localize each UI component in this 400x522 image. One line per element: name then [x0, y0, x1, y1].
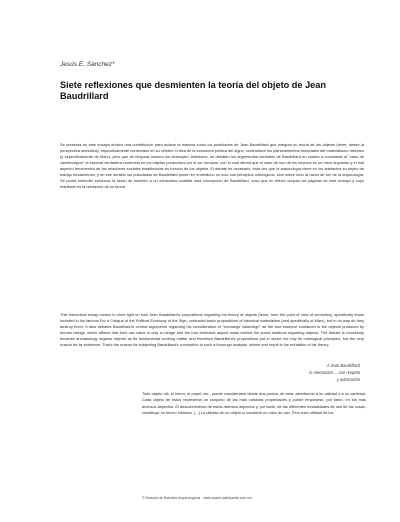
abstract-english: This theoretical essay means to shed light on how Jean Baudrillard's propositions regarding his theory of objects (tener, from the point of view of semiotics), specifically those included in his famous For a Critique of the Political Economy of the Sign, contradict basic propositions of historical materialism (and specifically of Marx), but in no way do they destroy them. It also debates Baudrillard's central arguments regarding his consideration of "exchange value/sign" as the true essence contained in the objects produced by human beings, which affirms that their use value is only a mirage and the true fetishistic aspect mask behind the social relations regarding objects. The debate is necessary because archaeology regards objects as its fundamental working matter and therefore Baudrillard's propositions put in doubt not only its ontological principles, but the very reason for its existence. That's the reason for subjecting Baudrillard's conception to such a thorough analysis, whose end result is the refutation of his theory. [60, 312, 364, 348]
article-title: Siete reflexiones que desmienten la teoría del objeto de Jean Baudrillard [60, 80, 327, 101]
dedication-line-3: y admiración [336, 377, 360, 382]
dedication-line-2: in memoriam ... con respeto [309, 370, 360, 375]
abstract-spanish: Se presenta en este ensayo teórico una contribución para aclarar la manera como los postulados de Jean Baudrillard que integran su teoría de los objetos (tener, desde la perspectiva semiótica), específicamente contenidos en su célebre Crítica de la economía política del signo, contradicen los planteamientos esenciales del materialismo histórico (y específicamente de Marx), pero que de ninguna manera los destruyen. Asimismo, se debaten los argumentos centrales de Baudrillard en cuanto a considerar al "valor de cambio/signo" la esencia verdadera contenida en los objetos producidos por el ser humano, con lo cual afirma que el valor de uso de los mismos es un mero supuesto y el mal aspecto fenoménico de las relaciones sociales establecidas en función de los objetos. El debate es necesario, toda vez que la arqueología viene en los artefactos su objeto de trabajo fundamental, y en ese sentido los postulados de Baudrillard ponen en entredicho no solo sus principios ontológicos, sino sobre todo la razón de ser de la arqueología. Se podrá entender entonces la razón de someter a un exhaustivo análisis esta concepción de Baudrillard, cosa que en efecto ocupan las páginas de este ensayo y cuyo resultado es la refutación de su teoría. [60, 142, 364, 190]
body-text: Todo objeto útil, el hierro, el papel, etc., puede considerarse desde dos puntos de vista: atendiendo a su calidad o a su cantidad. Cada objeto de éstos representa un conjunto de las más variadas propiedades y puede emplearse, por tanto, en los más diversos aspectos. El descubrimiento de estos diversos aspectos y, por tanto, de las diferentes modalidades de uso de las cosas, constituye un hecho histórico. [...] La utilidad de un objeto lo convierte en valor de uso. Pero esta utilidad de los [142, 391, 366, 415]
page-footer: © Escuela de Estudios Arqueológicos · www.cuarto-sabhyante.com.mx [142, 496, 252, 500]
dedication [240, 362, 360, 383]
dedication-line-1: A Jean Baudrillard [326, 363, 360, 368]
author-name: Jesús E. Sánchez* [60, 61, 115, 68]
